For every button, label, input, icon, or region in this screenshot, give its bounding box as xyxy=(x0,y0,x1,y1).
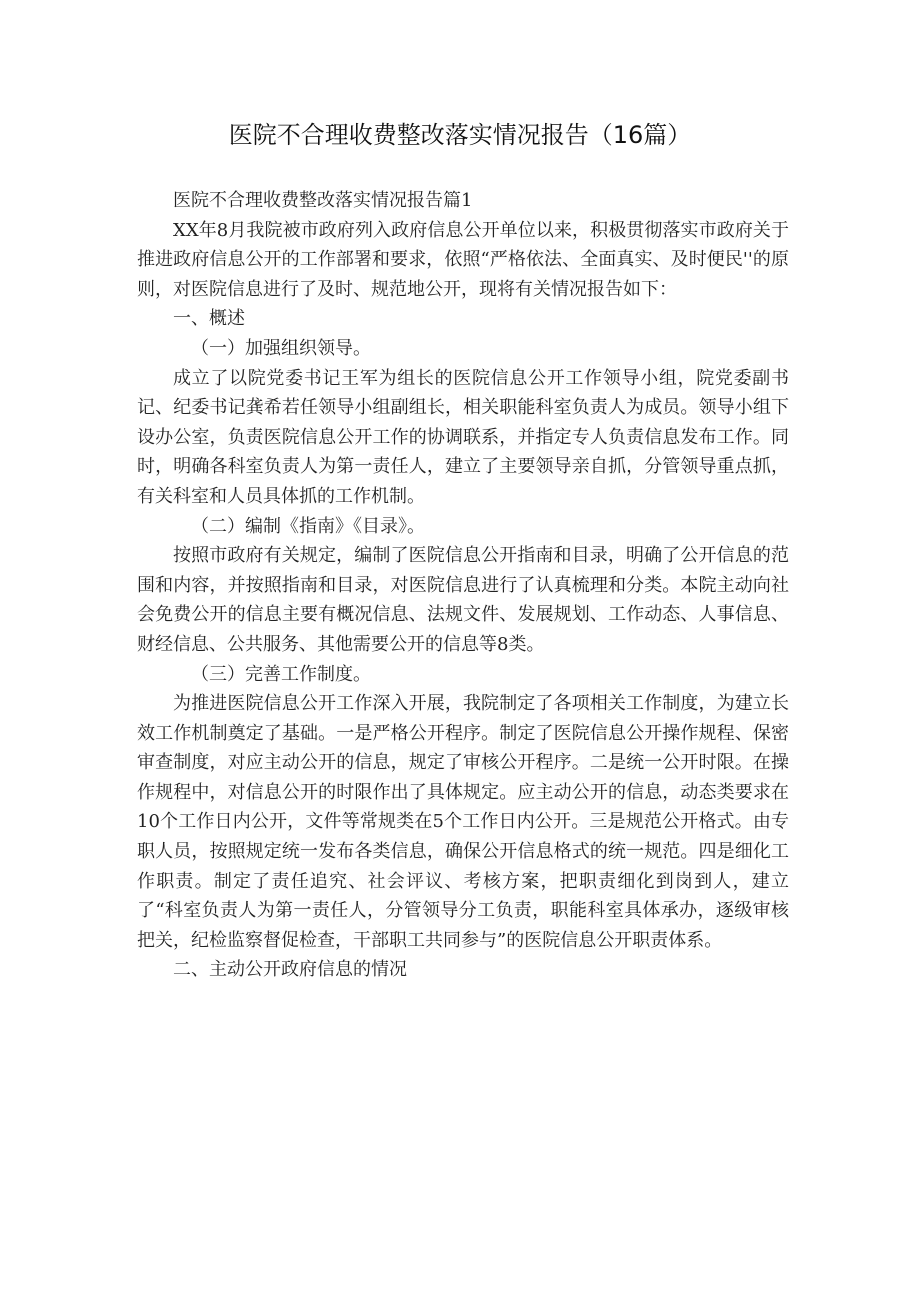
subsection-heading-system: （三）完善工作制度。 xyxy=(191,663,371,685)
subsection-paragraph-system: 为推进医院信息公开工作深入开展，我院制定了各项相关工作制度，为建立长效工作机制奠定了基础。一是严格公开程序。制定了医院信息公开操作规程、保密审查制度，对应主动公开的信息，规定了审核公开程序。二是统一公开时限。在操作规程中，对信息公开的时限作出了具体规定。应主动公开的信息，动态类要求在10个工作日内公开，文件等常规类在5个工作日内公开。三是规范公开格式。由专职人员，按照规定统一发布各类信息，确保公开信息格式的统一规范。四是细化工作职责。制定了责任追究、社会评议、考核方案，把职责细化到岗到人，建立了“科室负责人为第一责任人，分管领导分工负责，职能科室具体承办，逐级审核把关，纪检监察督促检查，干部职工共同参与”的医院信息公开职责体系。 xyxy=(137,693,789,951)
intro-paragraph: XX年8月我院被市政府列入政府信息公开单位以来，积极贯彻落实市政府关于推进政府信息公开的工作部署和要求，依照“严格依法、全面真实、及时便民''的原则，对医院信息进行了及时、规范地公开，现将有关情况报告如下： xyxy=(137,219,789,300)
article-heading: 医院不合理收费整改落实情况报告篇1 xyxy=(173,190,473,211)
document-body xyxy=(137,186,789,985)
section-heading-disclosure: 二、主动公开政府信息的情况 xyxy=(173,959,407,981)
document-title: 医院不合理收费整改落实情况报告（16篇） xyxy=(228,121,692,149)
subsection-paragraph-leadership: 成立了以院党委书记王军为组长的医院信息公开工作领导小组，院党委副书记、纪委书记龚希若任领导小组副组长，相关职能科室负责人为成员。领导小组下设办公室，负责医院信息公开工作的协调联系，并指定专人负责信息发布工作。同时，明确各科室负责人为第一责任人，建立了主要领导亲自抓，分管领导重点抓，有关科室和人员具体抓的工作机制。 xyxy=(137,367,789,507)
subsection-paragraph-guide: 按照市政府有关规定，编制了医院信息公开指南和目录，明确了公开信息的范围和内容，并按照指南和目录，对医院信息进行了认真梳理和分类。本院主动向社会免费公开的信息主要有概况信息、法规文件、发展规划、工作动态、人事信息、财经信息、公共服务、其他需要公开的信息等8类。 xyxy=(137,545,789,655)
subsection-heading-leadership: （一）加强组织领导。 xyxy=(191,337,371,359)
section-heading-overview: 一、概述 xyxy=(173,308,245,330)
subsection-heading-guide: （二）编制《指南》《目录》。 xyxy=(191,515,425,537)
